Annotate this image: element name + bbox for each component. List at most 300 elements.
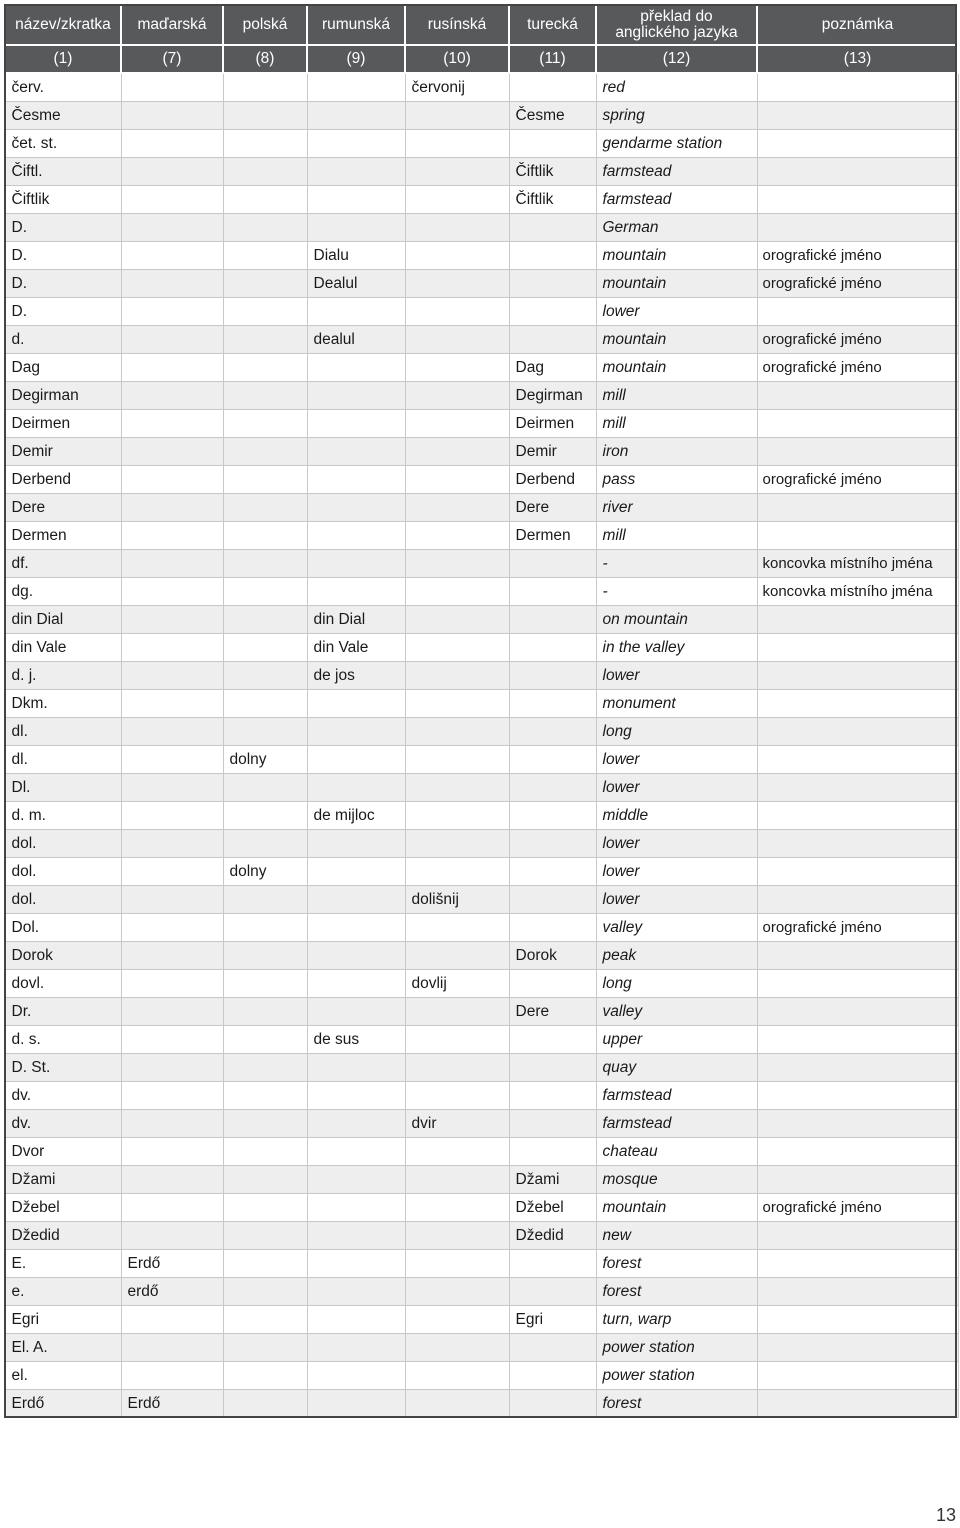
cell-note (757, 1334, 958, 1362)
cell-turkish: Deirmen (509, 410, 596, 438)
cell-rusyn (405, 242, 509, 270)
cell-note: orografické jméno (757, 1194, 958, 1222)
cell-turkish: Dere (509, 998, 596, 1026)
cell-note (757, 382, 958, 410)
cell-hungarian: Erdő (121, 1390, 223, 1418)
cell-english: power station (596, 1334, 757, 1362)
cell-english: forest (596, 1278, 757, 1306)
cell-rusyn (405, 354, 509, 382)
column-number-cell: (7) (121, 45, 223, 73)
cell-romanian: Dealul (307, 270, 405, 298)
cell-abbreviation: Čiftlik (5, 186, 121, 214)
cell-polish (223, 73, 307, 102)
cell-hungarian (121, 578, 223, 606)
cell-hungarian (121, 1222, 223, 1250)
cell-rusyn (405, 1194, 509, 1222)
cell-rusyn (405, 270, 509, 298)
cell-abbreviation: El. A. (5, 1334, 121, 1362)
cell-english: German (596, 214, 757, 242)
table-row (5, 270, 958, 298)
cell-polish (223, 606, 307, 634)
cell-romanian: de jos (307, 662, 405, 690)
cell-polish (223, 662, 307, 690)
cell-note: orografické jméno (757, 242, 958, 270)
cell-polish (223, 158, 307, 186)
cell-note: orografické jméno (757, 914, 958, 942)
table-row (5, 382, 958, 410)
cell-turkish (509, 662, 596, 690)
toponym-table (4, 4, 959, 1418)
cell-note (757, 298, 958, 326)
cell-abbreviation: dl. (5, 746, 121, 774)
cell-rusyn (405, 1082, 509, 1110)
cell-turkish: Čiftlik (509, 186, 596, 214)
cell-english: farmstead (596, 1110, 757, 1138)
cell-rusyn (405, 1250, 509, 1278)
cell-turkish (509, 1054, 596, 1082)
table-row (5, 438, 958, 466)
cell-hungarian (121, 1026, 223, 1054)
cell-hungarian (121, 634, 223, 662)
cell-rusyn (405, 606, 509, 634)
cell-turkish (509, 886, 596, 914)
cell-abbreviation: Dorok (5, 942, 121, 970)
cell-note: koncovka místního jména (757, 578, 958, 606)
cell-polish (223, 438, 307, 466)
cell-english: river (596, 494, 757, 522)
cell-abbreviation: df. (5, 550, 121, 578)
cell-note (757, 970, 958, 998)
cell-rusyn (405, 214, 509, 242)
cell-abbreviation: d. (5, 326, 121, 354)
cell-english: red (596, 73, 757, 102)
cell-english: mountain (596, 354, 757, 382)
cell-abbreviation: dol. (5, 886, 121, 914)
cell-polish (223, 466, 307, 494)
cell-rusyn (405, 718, 509, 746)
cell-hungarian (121, 522, 223, 550)
cell-english: mountain (596, 326, 757, 354)
table-row (5, 1390, 958, 1418)
cell-note (757, 774, 958, 802)
cell-english: long (596, 970, 757, 998)
cell-english: farmstead (596, 1082, 757, 1110)
cell-note (757, 1026, 958, 1054)
table-row (5, 578, 958, 606)
table-row (5, 186, 958, 214)
cell-rusyn (405, 1390, 509, 1418)
cell-english: upper (596, 1026, 757, 1054)
table-row (5, 298, 958, 326)
cell-note (757, 1250, 958, 1278)
cell-abbreviation: Dkm. (5, 690, 121, 718)
cell-romanian (307, 438, 405, 466)
cell-polish (223, 1054, 307, 1082)
cell-note (757, 214, 958, 242)
cell-note (757, 1390, 958, 1418)
cell-turkish (509, 830, 596, 858)
table-row (5, 1082, 958, 1110)
cell-english: on mountain (596, 606, 757, 634)
cell-romanian (307, 298, 405, 326)
cell-romanian (307, 214, 405, 242)
cell-hungarian (121, 1306, 223, 1334)
cell-rusyn (405, 326, 509, 354)
cell-rusyn (405, 1222, 509, 1250)
cell-polish (223, 382, 307, 410)
cell-romanian (307, 1306, 405, 1334)
cell-hungarian (121, 998, 223, 1026)
table-row (5, 690, 958, 718)
cell-note (757, 410, 958, 438)
cell-turkish: Dere (509, 494, 596, 522)
cell-english: mill (596, 382, 757, 410)
table-row (5, 774, 958, 802)
cell-english: lower (596, 662, 757, 690)
cell-note (757, 438, 958, 466)
cell-hungarian (121, 606, 223, 634)
cell-romanian (307, 886, 405, 914)
cell-turkish (509, 1362, 596, 1390)
cell-english: monument (596, 690, 757, 718)
table-row (5, 858, 958, 886)
cell-hungarian (121, 242, 223, 270)
cell-turkish: Džebel (509, 1194, 596, 1222)
cell-polish (223, 802, 307, 830)
cell-note (757, 1222, 958, 1250)
cell-abbreviation: Degirman (5, 382, 121, 410)
cell-rusyn (405, 158, 509, 186)
cell-abbreviation: el. (5, 1362, 121, 1390)
page-number: 13 (935, 1505, 956, 1525)
cell-turkish: Džedid (509, 1222, 596, 1250)
cell-romanian (307, 522, 405, 550)
cell-rusyn (405, 102, 509, 130)
cell-hungarian (121, 298, 223, 326)
cell-hungarian (121, 774, 223, 802)
cell-polish (223, 410, 307, 438)
cell-romanian: dealul (307, 326, 405, 354)
cell-note (757, 1110, 958, 1138)
cell-polish (223, 998, 307, 1026)
cell-hungarian (121, 1110, 223, 1138)
table-row (5, 102, 958, 130)
cell-romanian (307, 410, 405, 438)
cell-turkish (509, 858, 596, 886)
cell-hungarian (121, 270, 223, 298)
cell-note (757, 634, 958, 662)
cell-polish (223, 830, 307, 858)
column-number-row (5, 45, 958, 73)
cell-english: mountain (596, 270, 757, 298)
cell-hungarian (121, 494, 223, 522)
table-row (5, 354, 958, 382)
cell-hungarian: erdő (121, 1278, 223, 1306)
cell-english: - (596, 550, 757, 578)
cell-polish (223, 326, 307, 354)
cell-polish (223, 494, 307, 522)
cell-romanian (307, 1250, 405, 1278)
header-cell: poznámka (757, 5, 958, 45)
cell-note (757, 130, 958, 158)
cell-turkish (509, 606, 596, 634)
cell-turkish (509, 214, 596, 242)
table-header (5, 5, 958, 73)
header-cell: maďarská (121, 5, 223, 45)
column-number-cell: (12) (596, 45, 757, 73)
cell-english: mountain (596, 1194, 757, 1222)
cell-turkish (509, 1110, 596, 1138)
cell-rusyn: červonij (405, 73, 509, 102)
cell-rusyn (405, 1306, 509, 1334)
cell-turkish: Dorok (509, 942, 596, 970)
cell-abbreviation: dg. (5, 578, 121, 606)
cell-english: valley (596, 998, 757, 1026)
cell-english: middle (596, 802, 757, 830)
cell-romanian (307, 158, 405, 186)
header-cell: polská (223, 5, 307, 45)
cell-rusyn: dovlij (405, 970, 509, 998)
cell-note (757, 1306, 958, 1334)
table-row (5, 802, 958, 830)
cell-romanian (307, 1194, 405, 1222)
cell-english: forest (596, 1250, 757, 1278)
cell-note (757, 606, 958, 634)
header-cell (596, 5, 757, 45)
cell-abbreviation: Dvor (5, 1138, 121, 1166)
cell-turkish (509, 270, 596, 298)
cell-hungarian (121, 1054, 223, 1082)
table-row (5, 550, 958, 578)
cell-rusyn (405, 858, 509, 886)
cell-abbreviation: Derbend (5, 466, 121, 494)
cell-english: chateau (596, 1138, 757, 1166)
cell-note (757, 1054, 958, 1082)
table-row (5, 1166, 958, 1194)
cell-turkish: Džami (509, 1166, 596, 1194)
cell-hungarian (121, 326, 223, 354)
cell-rusyn (405, 1166, 509, 1194)
cell-polish (223, 1278, 307, 1306)
column-number-cell: (8) (223, 45, 307, 73)
header-row (5, 5, 958, 45)
column-number-cell: (9) (307, 45, 405, 73)
cell-note (757, 746, 958, 774)
cell-turkish: Demir (509, 438, 596, 466)
cell-rusyn (405, 382, 509, 410)
cell-rusyn (405, 130, 509, 158)
cell-romanian (307, 102, 405, 130)
cell-turkish (509, 73, 596, 102)
cell-abbreviation: Dl. (5, 774, 121, 802)
cell-polish (223, 298, 307, 326)
table-row (5, 970, 958, 998)
cell-rusyn (405, 1026, 509, 1054)
cell-rusyn (405, 578, 509, 606)
cell-abbreviation: Džami (5, 1166, 121, 1194)
cell-romanian (307, 494, 405, 522)
cell-english: lower (596, 886, 757, 914)
table-row (5, 410, 958, 438)
cell-romanian (307, 998, 405, 1026)
cell-polish (223, 1166, 307, 1194)
cell-note (757, 1166, 958, 1194)
cell-english: pass (596, 466, 757, 494)
cell-note (757, 1362, 958, 1390)
cell-turkish: Egri (509, 1306, 596, 1334)
cell-romanian (307, 1082, 405, 1110)
cell-hungarian (121, 102, 223, 130)
cell-polish (223, 1026, 307, 1054)
cell-hungarian (121, 886, 223, 914)
cell-turkish (509, 970, 596, 998)
table-row (5, 158, 958, 186)
cell-polish (223, 550, 307, 578)
cell-romanian: din Dial (307, 606, 405, 634)
cell-hungarian (121, 662, 223, 690)
table-row (5, 1278, 958, 1306)
cell-hungarian (121, 130, 223, 158)
cell-polish (223, 214, 307, 242)
cell-rusyn (405, 494, 509, 522)
column-number-cell: (11) (509, 45, 596, 73)
cell-abbreviation: dv. (5, 1082, 121, 1110)
cell-abbreviation: Demir (5, 438, 121, 466)
cell-rusyn (405, 662, 509, 690)
cell-polish (223, 1138, 307, 1166)
cell-rusyn (405, 186, 509, 214)
cell-polish (223, 970, 307, 998)
table-row (5, 886, 958, 914)
cell-turkish (509, 298, 596, 326)
cell-polish (223, 1334, 307, 1362)
cell-turkish (509, 802, 596, 830)
cell-note: koncovka místního jména (757, 550, 958, 578)
cell-rusyn (405, 1334, 509, 1362)
cell-abbreviation: D. (5, 270, 121, 298)
cell-polish (223, 242, 307, 270)
cell-rusyn (405, 830, 509, 858)
cell-english: quay (596, 1054, 757, 1082)
cell-hungarian (121, 690, 223, 718)
table-row (5, 242, 958, 270)
cell-turkish (509, 1334, 596, 1362)
cell-abbreviation: dl. (5, 718, 121, 746)
column-number-cell: (1) (5, 45, 121, 73)
cell-english: mill (596, 522, 757, 550)
cell-rusyn (405, 914, 509, 942)
table-row (5, 1362, 958, 1390)
table-row (5, 718, 958, 746)
cell-hungarian (121, 942, 223, 970)
header-cell: turecká (509, 5, 596, 45)
cell-rusyn (405, 522, 509, 550)
cell-english: - (596, 578, 757, 606)
cell-note (757, 830, 958, 858)
cell-romanian: Dialu (307, 242, 405, 270)
cell-abbreviation: Čiftl. (5, 158, 121, 186)
cell-turkish (509, 242, 596, 270)
table-row (5, 634, 958, 662)
cell-polish (223, 522, 307, 550)
cell-english: mountain (596, 242, 757, 270)
cell-turkish (509, 774, 596, 802)
cell-turkish (509, 1026, 596, 1054)
cell-english: forest (596, 1390, 757, 1418)
cell-note (757, 1138, 958, 1166)
header-cell-text: překlad do anglického jazyka (615, 8, 738, 41)
cell-note (757, 73, 958, 102)
cell-note (757, 858, 958, 886)
cell-hungarian (121, 354, 223, 382)
cell-abbreviation: din Dial (5, 606, 121, 634)
cell-note (757, 690, 958, 718)
header-cell: rumunská (307, 5, 405, 45)
cell-abbreviation: D. St. (5, 1054, 121, 1082)
cell-romanian (307, 914, 405, 942)
cell-polish (223, 186, 307, 214)
cell-romanian (307, 186, 405, 214)
cell-abbreviation: din Vale (5, 634, 121, 662)
cell-romanian (307, 382, 405, 410)
cell-note (757, 186, 958, 214)
cell-rusyn (405, 438, 509, 466)
cell-rusyn (405, 410, 509, 438)
cell-english: mosque (596, 1166, 757, 1194)
cell-hungarian (121, 1334, 223, 1362)
cell-hungarian (121, 914, 223, 942)
table-row (5, 914, 958, 942)
cell-english: lower (596, 858, 757, 886)
cell-romanian (307, 1166, 405, 1194)
cell-abbreviation: dv. (5, 1110, 121, 1138)
cell-rusyn (405, 998, 509, 1026)
cell-note (757, 942, 958, 970)
table-row (5, 942, 958, 970)
cell-turkish (509, 1278, 596, 1306)
cell-rusyn: dvir (405, 1110, 509, 1138)
cell-abbreviation: D. (5, 214, 121, 242)
cell-rusyn (405, 1054, 509, 1082)
cell-turkish (509, 746, 596, 774)
cell-romanian (307, 1278, 405, 1306)
cell-note (757, 102, 958, 130)
cell-english: lower (596, 774, 757, 802)
cell-rusyn (405, 550, 509, 578)
cell-abbreviation: Dol. (5, 914, 121, 942)
cell-abbreviation: D. (5, 242, 121, 270)
cell-abbreviation: dovl. (5, 970, 121, 998)
cell-rusyn (405, 690, 509, 718)
cell-english: valley (596, 914, 757, 942)
cell-rusyn (405, 1362, 509, 1390)
cell-note (757, 802, 958, 830)
cell-rusyn: dolišnij (405, 886, 509, 914)
cell-romanian (307, 1334, 405, 1362)
cell-abbreviation: Džebel (5, 1194, 121, 1222)
cell-rusyn (405, 942, 509, 970)
cell-turkish (509, 1390, 596, 1418)
cell-romanian (307, 718, 405, 746)
cell-romanian: din Vale (307, 634, 405, 662)
cell-abbreviation: Dag (5, 354, 121, 382)
table-row (5, 326, 958, 354)
cell-romanian (307, 130, 405, 158)
cell-note (757, 718, 958, 746)
cell-polish: dolny (223, 858, 307, 886)
cell-abbreviation: D. (5, 298, 121, 326)
cell-romanian (307, 858, 405, 886)
